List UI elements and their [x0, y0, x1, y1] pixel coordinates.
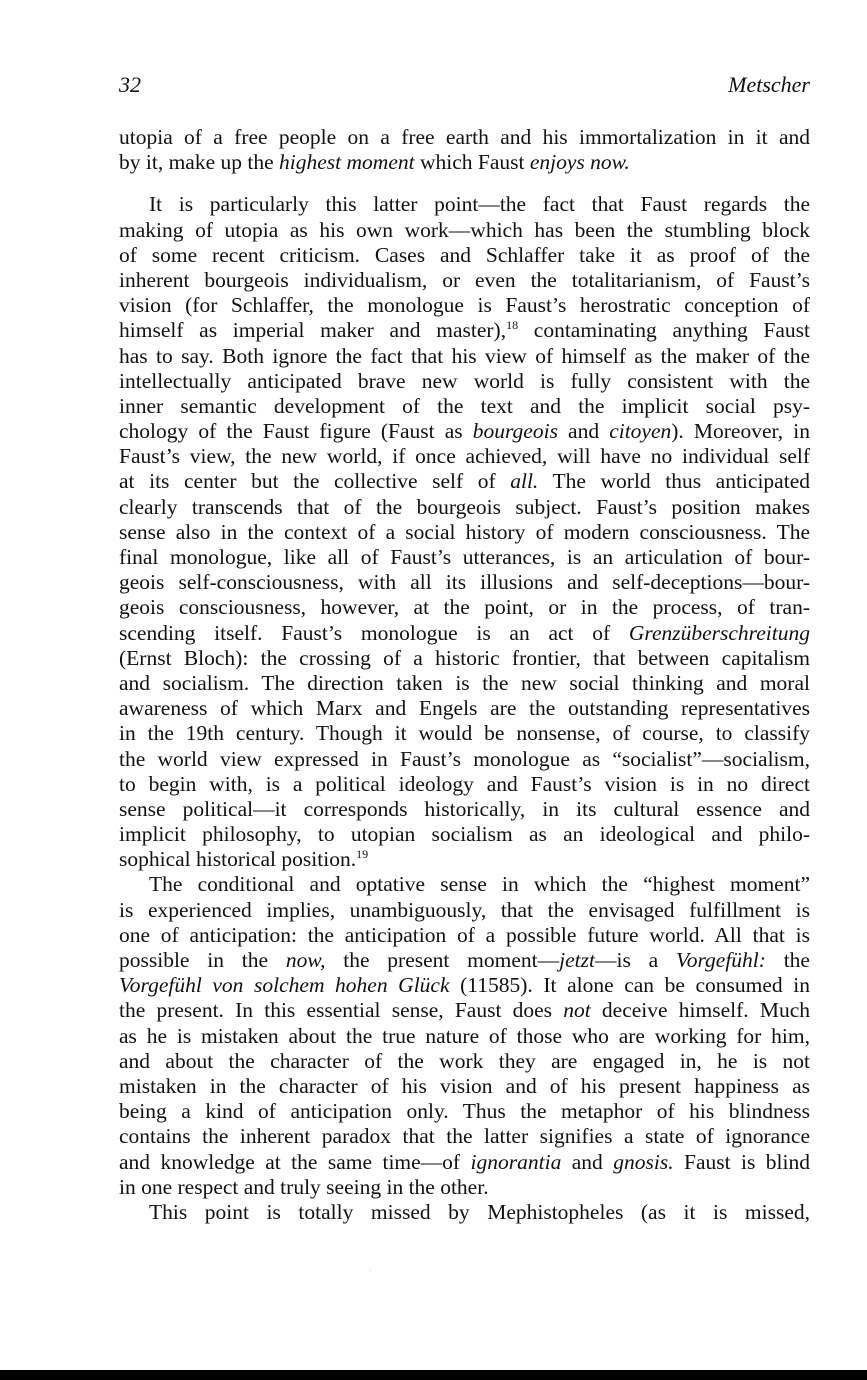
text-line: making of utopia as his own work—which has been the stumbling block: [119, 217, 810, 242]
emphasis: all.: [510, 469, 539, 494]
emphasis: not: [563, 998, 591, 1023]
text-line: in one respect and truly seeing in the other.: [119, 1174, 489, 1199]
text-line: in the 19th century. Though it would be nonsense, of course, to classify: [119, 721, 810, 746]
scan-speck: [370, 1270, 371, 1271]
text-line: awareness of which Marx and Engels are the outstanding representatives: [119, 696, 810, 721]
text-line: geois self-consciousness, with all its illusions and self-deceptions—bour-: [119, 570, 810, 595]
running-head: [119, 70, 810, 100]
text-line: to begin with, is a political ideology and Faust’s vision is in no direct: [119, 771, 810, 796]
text-line: one of anticipation: the anticipation of a possible future world. All that is: [119, 922, 810, 947]
text-line: being a kind of anticipation only. Thus the metaphor of his blindness: [119, 1099, 810, 1124]
text-line: geois consciousness, however, at the point, or in the process, of tran-: [119, 595, 810, 620]
text-line: contains the inherent paradox that the latter signifies a state of ignorance: [119, 1124, 810, 1149]
text-line: sophical historical position.$^{19}$: [119, 847, 369, 872]
text-line: of some recent criticism. Cases and Schlaffer take it as proof of the: [119, 242, 810, 267]
emphasis: ignorantia: [470, 1149, 562, 1174]
text-line: inherent bourgeois individualism, or even the totalitarianism, of Faust’s: [119, 267, 810, 292]
text-line: is experienced implies, unambiguously, that the envisaged fulfillment is: [119, 897, 810, 922]
emphasis: Grenzüberschreitung: [628, 620, 810, 645]
text-line: and knowledge at the same time—of ignorantia and gnosis. Faust is blind: [119, 1149, 810, 1174]
text-line: himself as imperial maker and master),$^{18}$ contaminating anything Faust: [119, 318, 810, 343]
body-text: [119, 125, 810, 1225]
text-line: possible in the now, the present moment—jetzt—is a Vorgefühl: the: [119, 948, 810, 972]
emphasis: gnosis.: [613, 1149, 674, 1174]
text-line: inner semantic development of the text and the implicit social psy-: [119, 393, 810, 418]
text-line: the present. In this essential sense, Faust does not deceive himself. Much: [119, 998, 810, 1023]
text-line: implicit philosophy, to utopian socialism as an ideological and philo-: [119, 822, 810, 847]
text-line: by it, make up the highest moment which Faust enjoys now.: [119, 150, 630, 175]
text-line: and about the character of the work they are engaged in, he is not: [119, 1048, 810, 1073]
text-line: has to say. Both ignore the fact that his view of himself as the maker of the: [119, 343, 810, 368]
text-line: as he is mistaken about the true nature of those who are working for him,: [119, 1023, 810, 1048]
text-line: utopia of a free people on a free earth and his immortalization in it and: [119, 125, 810, 149]
scan-edge: [0, 1370, 867, 1380]
text-line: Vorgefühl von solchem hohen Glück (11585). It alone can be consumed in: [119, 973, 810, 998]
paragraph: [119, 872, 810, 1199]
text-line: clearly transcends that of the bourgeois subject. Faust’s position makes: [119, 494, 810, 519]
running-head-author: Metscher: [728, 72, 810, 97]
emphasis: enjoys now.: [529, 150, 630, 175]
emphasis: now,: [285, 948, 326, 972]
footnote-ref-19[interactable]: 19: [356, 847, 369, 862]
text-line: This point is totally missed by Mephistopheles (as it is missed,: [149, 1199, 810, 1224]
text-line: at its center but the collective self of all. The world thus anticipated: [119, 469, 810, 494]
paragraph: [119, 1200, 810, 1225]
text-line: final monologue, like all of Faust’s utterances, is an articulation of bour-: [119, 545, 810, 569]
page-number: 32: [119, 72, 141, 97]
footnote-ref-18[interactable]: 18: [506, 318, 519, 333]
text-line: Faust’s view, the new world, if once achieved, will have no individual self: [119, 444, 810, 469]
emphasis: bourgeois: [472, 419, 558, 444]
paragraph: [119, 125, 810, 175]
paragraph: [119, 192, 810, 872]
emphasis: highest moment: [279, 150, 415, 175]
text-line: mistaken in the character of his vision and of his present happiness as: [119, 1073, 810, 1098]
text-line: vision (for Schlaffer, the monologue is Faust’s herostratic conception of: [119, 293, 810, 318]
text-line: intellectually anticipated brave new world is fully consistent with the: [119, 368, 810, 393]
text-line: and socialism. The direction taken is the new social thinking and moral: [119, 670, 810, 695]
emphasis: jetzt: [559, 948, 595, 972]
emphasis: Vorgefühl von solchem hohen Glück: [119, 973, 450, 998]
text-line: the world view expressed in Faust’s monologue as “socialist”—socialism,: [119, 746, 810, 771]
text-line: The conditional and optative sense in which the “highest moment”: [149, 872, 810, 897]
text-line: (Ernst Bloch): the crossing of a historic frontier, that between capitalism: [119, 645, 810, 670]
text-line: scending itself. Faust’s monologue is an act of Grenzüberschreitung: [119, 620, 810, 645]
text-line: chology of the Faust figure (Faust as bourgeois and citoyen). Moreover, in: [119, 419, 811, 444]
text-line: It is particularly this latter point—the fact that Faust regards the: [149, 192, 810, 217]
emphasis: citoyen: [609, 419, 672, 444]
emphasis: Vorgefühl:: [675, 948, 766, 972]
text-line: sense also in the context of a social history of modern consciousness. The: [119, 519, 810, 544]
text-line: sense political—it corresponds historically, in its cultural essence and: [119, 796, 810, 821]
